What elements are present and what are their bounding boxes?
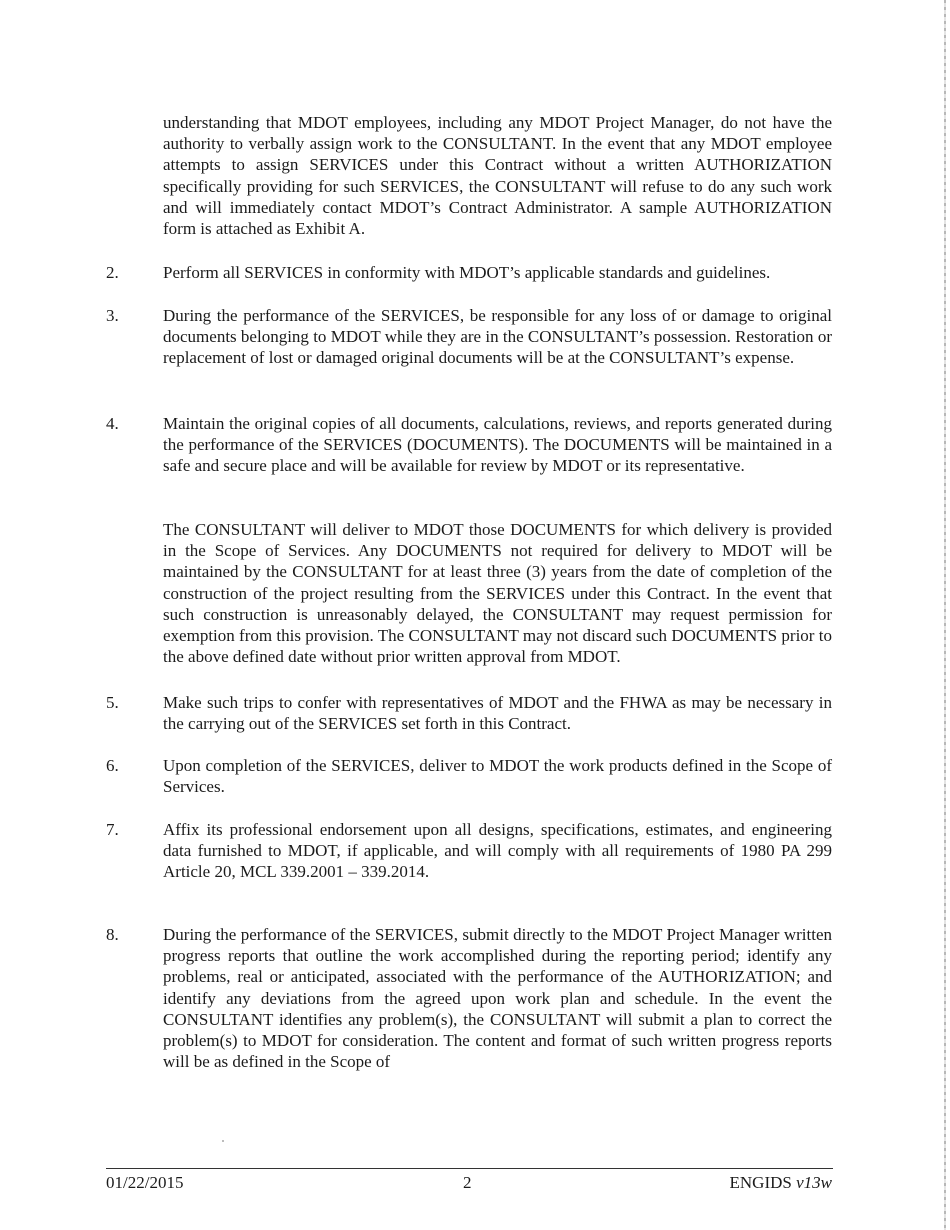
- item-text-2: Perform all SERVICES in conformity with MDOT’s applicable standards and guidelines.: [163, 263, 771, 282]
- item-text-4: Maintain the original copies of all documents, calculations, reviews, and reports generated during the performance of the SERVICES (DOCUMENTS). The DOCUMENTS will be maintained in a safe and secure place and will be available for review by MDOT or its representative.: [163, 414, 832, 476]
- footer-rule: [106, 1168, 833, 1169]
- item-number-2: 2.: [106, 263, 119, 282]
- footer-version: v13w: [796, 1173, 832, 1192]
- scan-edge-artifact: [944, 0, 946, 1230]
- continuation-paragraph: understanding that MDOT employees, including any MDOT Project Manager, do not have the authority to verbally assign work to the CONSULTANT. In the event that any MDOT employee attempts to assign SERVICES under this Contract without a written AUTHORIZATION specifically providing for such SERVICES, the CONSULTANT will refuse to do any such work and will immediately contact MDOT’s Contract Administrator. A sample AUTHORIZATION form is attached as Exhibit A.: [163, 113, 832, 239]
- item-text-3: During the performance of the SERVICES, be responsible for any loss of or damage to original documents belonging to MDOT while they are in the CONSULTANT’s possession. Restoration or replacement of lost or damaged original documents will be at the CONSULTANT’s expense.: [163, 306, 832, 368]
- item-number-5: 5.: [106, 693, 119, 712]
- item-4-subparagraph: The CONSULTANT will deliver to MDOT those DOCUMENTS for which delivery is provided in the Scope of Services. Any DOCUMENTS not required for delivery to MDOT will be maintained by the CONSULTANT for at least three (3) years from the date of completion of the construction of the project resulting from the SERVICES under this Contract. In the event that such construction is unreasonably delayed, the CONSULTANT may request permission for exemption from this provision. The CONSULTANT may not discard such DOCUMENTS prior to the above defined date without prior written approval from MDOT.: [163, 520, 832, 667]
- item-number-8: 8.: [106, 925, 119, 944]
- item-number-7: 7.: [106, 820, 119, 839]
- footer-doc-name: ENGIDS: [729, 1173, 792, 1192]
- item-number-6: 6.: [106, 756, 119, 775]
- footer-page-number: 2: [463, 1173, 472, 1192]
- scan-speck: [222, 1140, 224, 1142]
- footer-doc-id: [730, 1172, 832, 1193]
- item-number-4: 4.: [106, 414, 119, 433]
- item-text-5: Make such trips to confer with representatives of MDOT and the FHWA as may be necessary in the carrying out of the SERVICES set forth in this Contract.: [163, 693, 832, 734]
- footer-date: 01/22/2015: [106, 1173, 184, 1192]
- item-text-6: Upon completion of the SERVICES, deliver to MDOT the work products defined in the Scope of Services.: [163, 756, 832, 797]
- item-text-8: During the performance of the SERVICES, submit directly to the MDOT Project Manager written progress reports that outline the work accomplished during the reporting period; identify any problems, real or anticipated, associated with the performance of the AUTHORIZATION; and identify any deviations from the agreed upon work plan and schedule. In the event the CONSULTANT identifies any problem(s), the CONSULTANT will submit a plan to correct the problem(s) to MDOT for consideration. The content and format of such written progress reports will be as defined in the Scope of: [163, 925, 832, 1072]
- item-number-3: 3.: [106, 306, 119, 325]
- item-text-7: Affix its professional endorsement upon all designs, specifications, estimates, and engineering data furnished to MDOT, if applicable, and will comply with all requirements of 1980 PA 299 Article 20, MCL 339.2001 – 339.2014.: [163, 820, 832, 882]
